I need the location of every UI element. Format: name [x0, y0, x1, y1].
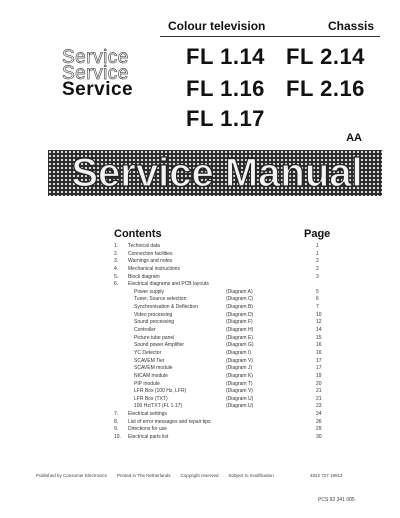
toc-row — [114, 365, 376, 373]
toc-row — [114, 335, 376, 343]
toc-diagram: (Diagram H) — [226, 327, 254, 334]
contents-heading: Contents — [114, 228, 162, 240]
toc-page: 19 — [316, 372, 322, 379]
toc-number: 5. — [114, 273, 119, 280]
bottom-code: PCS 92 341 005 — [318, 497, 355, 503]
toc-page: 21 — [316, 395, 322, 402]
toc-page: 2 — [316, 258, 319, 265]
toc-row — [114, 304, 376, 312]
toc-row — [114, 434, 376, 442]
toc-page: 17 — [316, 357, 322, 364]
toc-page: 29 — [316, 426, 322, 433]
toc-row — [114, 319, 376, 327]
toc-page: 1 — [316, 243, 319, 249]
toc-number: 9. — [114, 426, 119, 433]
toc-page: 16 — [316, 342, 322, 349]
toc-title: Electrical settings — [128, 411, 167, 418]
toc-title: Electrical parts list — [128, 434, 169, 441]
toc-title: Video processing — [134, 311, 173, 318]
toc-row — [114, 358, 376, 366]
toc-row — [114, 312, 376, 320]
document-category: Colour television — [168, 19, 266, 33]
toc-title: YC Detector — [134, 349, 162, 356]
toc-page: 15 — [316, 334, 322, 341]
toc-row — [114, 396, 376, 404]
service-logo-line-2: Service — [62, 63, 129, 84]
model-fl-1-17: FL 1.17 — [186, 106, 265, 131]
toc-page: 17 — [316, 365, 322, 372]
toc-row — [114, 281, 376, 289]
toc-page: 20 — [316, 380, 322, 387]
toc-page: 24 — [316, 411, 322, 418]
service-logo-line-1: Service — [62, 47, 129, 68]
toc-title: Mechanical instructions — [128, 265, 180, 272]
page-heading: Page — [304, 228, 331, 240]
toc-row — [114, 251, 376, 259]
toc-row — [114, 274, 376, 282]
toc-page: 3 — [316, 273, 319, 280]
toc-row — [114, 289, 376, 297]
toc-number: 3. — [114, 258, 119, 265]
toc-title: Connection facilities — [128, 250, 173, 257]
toc-page: 30 — [316, 434, 322, 441]
toc-row — [114, 342, 376, 350]
toc-title: NICAM module — [134, 372, 168, 379]
toc-diagram: (Diagram K) — [226, 372, 253, 379]
toc-title: Electrical diagrams and PCB layouts — [128, 281, 209, 288]
footer-item: Copyright reserved — [180, 473, 219, 478]
toc-title: 100 Hz/TXT (FL 1.17) — [134, 403, 183, 410]
toc-page: 12 — [316, 319, 322, 326]
toc-number: 10. — [114, 434, 121, 441]
footer-item: Printed in The Netherlands — [117, 473, 171, 478]
toc-diagram: (Diagram I) — [226, 349, 252, 356]
toc-title: Warnings and notes — [128, 258, 173, 265]
variant-code: AA — [346, 132, 362, 144]
toc-row — [114, 426, 376, 434]
toc-title: Sound power Amplifier — [134, 342, 185, 349]
toc-title: Synchronisation & Deflection — [134, 304, 198, 311]
table-of-contents — [114, 243, 376, 442]
toc-title: Sound processing — [134, 319, 175, 326]
toc-page: 21 — [316, 388, 322, 395]
toc-diagram: (Diagram V) — [226, 388, 253, 395]
toc-row — [114, 327, 376, 335]
chassis-label: Chassis — [327, 19, 374, 33]
toc-diagram: (Diagram T) — [226, 380, 253, 387]
document-code: 4822 727 19913 — [310, 473, 343, 478]
toc-title: LFR Box (100 Hz, LFR) — [134, 388, 187, 395]
toc-number: 7. — [114, 411, 119, 418]
toc-title: Technical data — [128, 243, 160, 249]
toc-diagram: (Diagram B) — [226, 304, 253, 311]
toc-row — [114, 403, 376, 411]
toc-title: PIP module — [134, 380, 160, 387]
toc-number: 2. — [114, 250, 119, 257]
toc-number: 8. — [114, 418, 119, 425]
toc-page: 1 — [316, 250, 319, 257]
toc-diagram: (Diagram D) — [226, 311, 254, 318]
toc-page: 7 — [316, 304, 319, 311]
model-fl-1-14: FL 1.14 — [186, 44, 265, 69]
toc-page: 6 — [316, 296, 319, 303]
toc-row — [114, 266, 376, 274]
toc-number: 1. — [114, 243, 119, 249]
toc-title: Power supply — [134, 288, 165, 295]
toc-row — [114, 411, 376, 419]
footer-item: Published by Consumer Electronics — [36, 473, 108, 478]
toc-row — [114, 419, 376, 427]
toc-row — [114, 373, 376, 381]
toc-title: SCAVEM Tier — [134, 357, 165, 364]
toc-row — [114, 381, 376, 389]
toc-diagram: (Diagram J) — [226, 365, 253, 372]
toc-row — [114, 243, 376, 251]
toc-title: Block diagram — [128, 273, 160, 280]
service-logo-line-3: Service — [62, 79, 134, 100]
toc-row — [114, 296, 376, 304]
toc-diagram: (Diagram V) — [226, 357, 253, 364]
toc-row — [114, 388, 376, 396]
toc-diagram: (Diagram C) — [226, 296, 254, 303]
model-fl-1-16: FL 1.16 — [186, 76, 265, 101]
toc-diagram: (Diagram E) — [226, 334, 253, 341]
toc-title: Directions for use — [128, 426, 167, 433]
model-fl-2-14: FL 2.14 — [286, 44, 365, 69]
model-fl-2-16: FL 2.16 — [286, 76, 365, 101]
toc-page: 2 — [316, 265, 319, 272]
toc-page: 23 — [316, 403, 322, 410]
toc-page: 26 — [316, 418, 322, 425]
toc-page: 10 — [316, 311, 322, 318]
toc-title: Tuner, Source selection — [134, 296, 187, 303]
toc-diagram: (Diagram F) — [226, 319, 253, 326]
header-rule — [160, 36, 380, 37]
toc-page: 14 — [316, 327, 322, 334]
toc-number: 6. — [114, 281, 119, 288]
toc-title: Controller — [134, 327, 156, 334]
toc-number: 4. — [114, 265, 119, 272]
publisher-footer — [36, 473, 284, 478]
toc-row — [114, 350, 376, 358]
toc-diagram: (Diagram U) — [226, 395, 254, 402]
toc-title: Picture tube panel — [134, 334, 175, 341]
toc-title: LFR Box (TXT) — [134, 395, 168, 402]
toc-page: 5 — [316, 288, 319, 295]
toc-row — [114, 258, 376, 266]
toc-diagram: (Diagram A) — [226, 288, 253, 295]
toc-diagram: (Diagram U) — [226, 403, 254, 410]
toc-page: 16 — [316, 349, 322, 356]
toc-diagram: (Diagram G) — [226, 342, 254, 349]
footer-item: Subject to modification — [228, 473, 274, 478]
toc-title: SCAVEM module — [134, 365, 173, 372]
toc-title: List of error messages and repair tips — [128, 418, 211, 425]
service-manual-banner-text: Service Manual — [71, 151, 363, 195]
